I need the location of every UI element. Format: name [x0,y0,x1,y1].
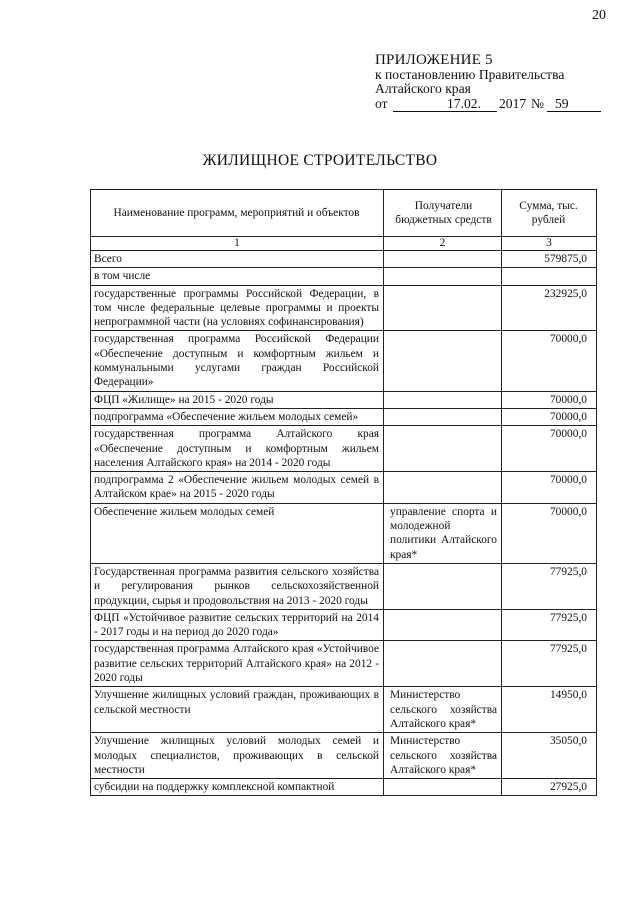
row-sum-cell: 77925,0 [502,609,597,641]
table-row [91,563,597,609]
row-recipient-cell [384,408,502,425]
table-row [91,779,597,796]
column-numbers-row [91,237,597,251]
table-row [91,609,597,641]
row-sum-cell: 70000,0 [502,391,597,408]
row-name-cell: Обеспечение жильем молодых семей [91,503,384,563]
resolution-date: 17.02. [447,96,481,111]
table-row [91,268,597,285]
appendix-line2: Алтайского края [375,81,471,96]
column-number: 3 [502,237,597,251]
table-row [91,687,597,733]
row-sum-cell: 579875,0 [502,251,597,268]
housing-table [90,189,597,796]
row-recipient-cell [384,285,502,331]
row-name-cell: ФЦП «Устойчивое развитие сельских территорий на 2014 - 2017 годы и на период до 2020 года» [91,609,384,641]
table-row [91,331,597,391]
table-row [91,391,597,408]
row-name-cell: в том числе [91,268,384,285]
row-name-cell: государственная программа Российской Федерации «Обеспечение доступным и комфортным жильем и коммунальными услугами граждан Российской Федерации» [91,331,384,391]
row-recipient-cell [384,426,502,472]
column-number: 1 [91,237,384,251]
row-recipient-cell [384,391,502,408]
row-sum-cell: 77925,0 [502,641,597,687]
table-row [91,472,597,504]
row-recipient-cell [384,609,502,641]
header-name: Наименование программ, мероприятий и объектов [91,190,384,237]
resolution-number: 59 [555,96,569,111]
row-sum-cell: 70000,0 [502,331,597,391]
row-sum-cell: 232925,0 [502,285,597,331]
table-row [91,426,597,472]
row-sum-cell: 70000,0 [502,472,597,504]
number-sign: № [531,96,544,111]
row-sum-cell: 14950,0 [502,687,597,733]
table-row [91,503,597,563]
row-sum-cell: 35050,0 [502,733,597,779]
row-sum-cell: 27925,0 [502,779,597,796]
row-sum-cell: 70000,0 [502,426,597,472]
table-row [91,408,597,425]
row-recipient-cell: Министерство сельского хозяйства Алтайского края* [384,733,502,779]
row-name-cell: государственная программа Алтайского края «Устойчивое развитие сельских территорий Алтайского края» на 2012 - 2020 годы [91,641,384,687]
document-title: ЖИЛИЩНОЕ СТРОИТЕЛЬСТВО [202,152,438,169]
row-sum-cell: 70000,0 [502,408,597,425]
row-name-cell: государственная программа Алтайского края «Обеспечение доступным и комфортным жильем населения Алтайского края» на 2014 - 2020 годы [91,426,384,472]
table-row [91,285,597,331]
row-recipient-cell [384,268,502,285]
row-recipient-cell [384,641,502,687]
row-recipient-cell [384,251,502,268]
appendix-date-row [375,97,615,113]
appendix-line1: к постановлению Правительства [375,67,565,82]
row-name-cell: государственные программы Российской Федерации, в том числе федеральные целевые программы и проекты непрограммной части (на условиях софинансирования) [91,285,384,331]
table-row [91,733,597,779]
row-sum-cell: 77925,0 [502,563,597,609]
row-name-cell: подпрограмма 2 «Обеспечение жильем молодых семей в Алтайском крае» на 2015 - 2020 годы [91,472,384,504]
row-recipient-cell [384,563,502,609]
date-underline [393,111,497,112]
resolution-year: 2017 [499,96,527,111]
row-recipient-cell: Министерство сельского хозяйства Алтайского края* [384,687,502,733]
row-name-cell: Государственная программа развития сельского хозяйства и регулирования рынков сельскохозяйственной продукции, сырья и продовольствия на 2013 - 2020 годы [91,563,384,609]
column-number: 2 [384,237,502,251]
page-number: 20 [592,8,606,23]
appendix-title: ПРИЛОЖЕНИЕ 5 [375,52,493,68]
row-name-cell: Улучшение жилищных условий граждан, проживающих в сельской местности [91,687,384,733]
row-name-cell: подпрограмма «Обеспечение жильем молодых семей» [91,408,384,425]
row-sum-cell [502,268,597,285]
table-row [91,251,597,268]
row-name-cell: субсидии на поддержку комплексной компактной [91,779,384,796]
row-recipient-cell: управление спорта и молодежной политики Алтайского края* [384,503,502,563]
header-recipient: Получатели бюджетных средств [384,190,502,237]
ot-label: от [375,96,388,111]
row-name-cell: Всего [91,251,384,268]
table-row [91,641,597,687]
row-recipient-cell [384,331,502,391]
header-sum: Сумма, тыс. рублей [502,190,597,237]
row-name-cell: Улучшение жилищных условий молодых семей и молодых специалистов, проживающих в сельской местности [91,733,384,779]
row-name-cell: ФЦП «Жилище» на 2015 - 2020 годы [91,391,384,408]
row-sum-cell: 70000,0 [502,503,597,563]
table-body [91,190,597,796]
row-recipient-cell [384,779,502,796]
table-header-row [91,190,597,237]
appendix-header [375,52,615,113]
number-underline [547,111,601,112]
row-recipient-cell [384,472,502,504]
